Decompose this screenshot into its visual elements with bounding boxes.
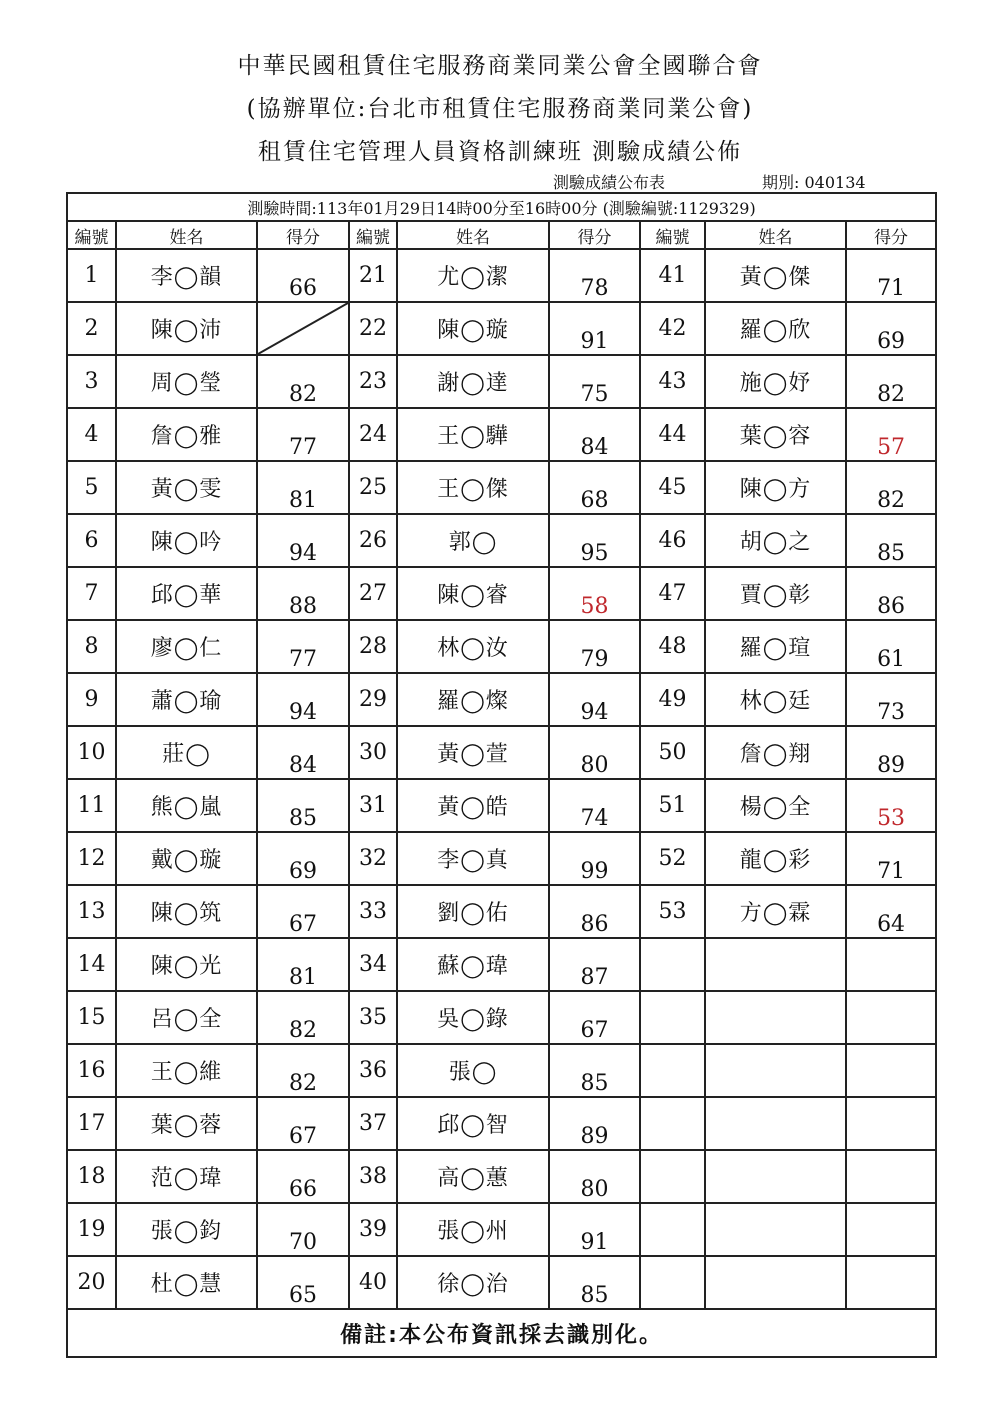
table-row <box>67 249 936 302</box>
record-score: 81 <box>257 461 349 514</box>
empty-cell <box>846 1150 936 1203</box>
table-row <box>67 1203 936 1256</box>
record-name: 張◯ <box>397 1044 549 1097</box>
record-name: 邱◯智 <box>397 1097 549 1150</box>
record-name: 呂◯全 <box>116 991 257 1044</box>
record-score: 77 <box>257 408 349 461</box>
record-number: 47 <box>640 567 705 620</box>
record-number: 6 <box>67 514 116 567</box>
record-number: 42 <box>640 302 705 355</box>
record-score: 91 <box>549 302 640 355</box>
empty-cell <box>640 1256 705 1309</box>
record-name: 謝◯達 <box>397 355 549 408</box>
record-number: 51 <box>640 779 705 832</box>
record-name: 邱◯華 <box>116 567 257 620</box>
record-score: 85 <box>549 1044 640 1097</box>
record-number: 14 <box>67 938 116 991</box>
record-number: 52 <box>640 832 705 885</box>
record-number: 19 <box>67 1203 116 1256</box>
record-score: 82 <box>846 461 936 514</box>
title-exam-results: 租賃住宅管理人員資格訓練班 測驗成績公佈 <box>257 139 743 165</box>
record-name: 陳◯睿 <box>397 567 549 620</box>
record-score: 82 <box>846 355 936 408</box>
record-number: 18 <box>67 1150 116 1203</box>
table-row <box>67 673 936 726</box>
record-number: 35 <box>349 991 397 1044</box>
record-name: 羅◯燦 <box>397 673 549 726</box>
record-name: 王◯傑 <box>397 461 549 514</box>
header-score: 得分 <box>257 221 349 249</box>
record-name: 蘇◯瑋 <box>397 938 549 991</box>
record-number: 48 <box>640 620 705 673</box>
slash-mark <box>258 303 348 354</box>
empty-cell <box>705 1256 846 1309</box>
record-score: 84 <box>549 408 640 461</box>
record-name: 方◯霖 <box>705 885 846 938</box>
record-score: 86 <box>549 885 640 938</box>
record-number: 32 <box>349 832 397 885</box>
record-name: 陳◯璇 <box>397 302 549 355</box>
record-number: 40 <box>349 1256 397 1309</box>
header-num: 編號 <box>349 221 397 249</box>
record-score: 78 <box>549 249 640 302</box>
record-number: 33 <box>349 885 397 938</box>
record-score: 74 <box>549 779 640 832</box>
record-name: 黃◯皓 <box>397 779 549 832</box>
title-co-organizer: (協辦單位:台北市租賃住宅服務商業同業公會) <box>246 96 754 122</box>
empty-cell <box>640 1044 705 1097</box>
record-number: 7 <box>67 567 116 620</box>
table-row <box>67 1256 936 1309</box>
empty-cell <box>846 1097 936 1150</box>
record-name: 葉◯容 <box>705 408 846 461</box>
record-score: 79 <box>549 620 640 673</box>
record-name: 龍◯彩 <box>705 832 846 885</box>
table-row <box>67 938 936 991</box>
table-row <box>67 461 936 514</box>
table-row <box>67 355 936 408</box>
record-number: 37 <box>349 1097 397 1150</box>
record-score: 87 <box>549 938 640 991</box>
record-score: 89 <box>549 1097 640 1150</box>
record-score: 71 <box>846 832 936 885</box>
record-name: 楊◯全 <box>705 779 846 832</box>
record-score: 70 <box>257 1203 349 1256</box>
record-score: 67 <box>257 885 349 938</box>
record-name: 林◯廷 <box>705 673 846 726</box>
record-score: 67 <box>549 991 640 1044</box>
empty-cell <box>705 1150 846 1203</box>
record-score: 91 <box>549 1203 640 1256</box>
record-name: 施◯妤 <box>705 355 846 408</box>
record-number: 16 <box>67 1044 116 1097</box>
record-number: 9 <box>67 673 116 726</box>
record-score: 86 <box>846 567 936 620</box>
record-score: 73 <box>846 673 936 726</box>
empty-cell <box>640 1150 705 1203</box>
record-number: 15 <box>67 991 116 1044</box>
record-score: 71 <box>846 249 936 302</box>
record-score: 94 <box>257 673 349 726</box>
header-score: 得分 <box>549 221 640 249</box>
record-score: 82 <box>257 355 349 408</box>
record-number: 45 <box>640 461 705 514</box>
table-row <box>67 620 936 673</box>
record-name: 陳◯筑 <box>116 885 257 938</box>
record-number: 2 <box>67 302 116 355</box>
record-score: 85 <box>846 514 936 567</box>
record-number: 53 <box>640 885 705 938</box>
record-name: 周◯瑩 <box>116 355 257 408</box>
record-number: 13 <box>67 885 116 938</box>
record-name: 廖◯仁 <box>116 620 257 673</box>
empty-cell <box>846 938 936 991</box>
record-score: 75 <box>549 355 640 408</box>
period-number: 期別: 040134 <box>762 173 866 192</box>
table-row <box>67 885 936 938</box>
empty-cell <box>705 1044 846 1097</box>
record-score: 68 <box>549 461 640 514</box>
record-name: 莊◯ <box>116 726 257 779</box>
title-association: 中華民國租賃住宅服務商業同業公會全國聯合會 <box>237 53 763 79</box>
header-name: 姓名 <box>116 221 257 249</box>
record-number: 49 <box>640 673 705 726</box>
table-row <box>67 779 936 832</box>
record-name: 徐◯治 <box>397 1256 549 1309</box>
empty-cell <box>640 991 705 1044</box>
record-number: 29 <box>349 673 397 726</box>
record-score: 61 <box>846 620 936 673</box>
header-name: 姓名 <box>705 221 846 249</box>
record-number: 39 <box>349 1203 397 1256</box>
record-score: 69 <box>846 302 936 355</box>
table-row <box>67 514 936 567</box>
record-name: 吳◯錄 <box>397 991 549 1044</box>
record-score: 66 <box>257 249 349 302</box>
record-score: 67 <box>257 1097 349 1150</box>
record-score: 66 <box>257 1150 349 1203</box>
table-row <box>67 302 936 355</box>
exam-time-info: 測驗時間:113年01月29日14時00分至16時00分 (測驗編號:1129329) <box>67 193 936 221</box>
table-row <box>67 726 936 779</box>
record-name: 黃◯雯 <box>116 461 257 514</box>
record-number: 25 <box>349 461 397 514</box>
record-name: 李◯韻 <box>116 249 257 302</box>
record-score: 53 <box>846 779 936 832</box>
empty-cell <box>640 938 705 991</box>
record-name: 張◯鈞 <box>116 1203 257 1256</box>
header-score: 得分 <box>846 221 936 249</box>
record-score: 69 <box>257 832 349 885</box>
empty-cell <box>640 1203 705 1256</box>
record-number: 28 <box>349 620 397 673</box>
absent-score-slash <box>257 302 349 355</box>
table-row <box>67 991 936 1044</box>
record-score: 80 <box>549 726 640 779</box>
record-name: 陳◯吟 <box>116 514 257 567</box>
record-name: 杜◯慧 <box>116 1256 257 1309</box>
empty-cell <box>705 1097 846 1150</box>
record-number: 24 <box>349 408 397 461</box>
record-number: 50 <box>640 726 705 779</box>
table-row <box>67 1150 936 1203</box>
record-number: 17 <box>67 1097 116 1150</box>
empty-cell <box>705 938 846 991</box>
empty-cell <box>640 1097 705 1150</box>
record-number: 44 <box>640 408 705 461</box>
record-number: 8 <box>67 620 116 673</box>
record-number: 21 <box>349 249 397 302</box>
record-score: 82 <box>257 1044 349 1097</box>
record-number: 41 <box>640 249 705 302</box>
record-number: 12 <box>67 832 116 885</box>
empty-cell <box>846 1203 936 1256</box>
record-name: 黃◯萱 <box>397 726 549 779</box>
record-number: 4 <box>67 408 116 461</box>
record-number: 23 <box>349 355 397 408</box>
record-score: 94 <box>257 514 349 567</box>
record-name: 王◯驊 <box>397 408 549 461</box>
record-score: 88 <box>257 567 349 620</box>
record-number: 11 <box>67 779 116 832</box>
record-name: 郭◯ <box>397 514 549 567</box>
record-score: 81 <box>257 938 349 991</box>
table-row <box>67 1044 936 1097</box>
record-score: 84 <box>257 726 349 779</box>
header-num: 編號 <box>640 221 705 249</box>
table-row <box>67 408 936 461</box>
record-score: 77 <box>257 620 349 673</box>
record-score: 95 <box>549 514 640 567</box>
record-number: 38 <box>349 1150 397 1203</box>
empty-cell <box>846 991 936 1044</box>
record-name: 陳◯沛 <box>116 302 257 355</box>
header-num: 編號 <box>67 221 116 249</box>
record-number: 22 <box>349 302 397 355</box>
record-score: 89 <box>846 726 936 779</box>
record-score: 58 <box>549 567 640 620</box>
record-number: 1 <box>67 249 116 302</box>
column-header-row <box>67 221 936 249</box>
record-score: 85 <box>549 1256 640 1309</box>
record-name: 熊◯嵐 <box>116 779 257 832</box>
record-number: 34 <box>349 938 397 991</box>
record-number: 46 <box>640 514 705 567</box>
footnote: 備註:本公布資訊採去識別化。 <box>67 1309 936 1357</box>
record-score: 64 <box>846 885 936 938</box>
record-number: 26 <box>349 514 397 567</box>
record-score: 57 <box>846 408 936 461</box>
record-name: 葉◯蓉 <box>116 1097 257 1150</box>
header-name: 姓名 <box>397 221 549 249</box>
record-name: 蕭◯瑜 <box>116 673 257 726</box>
record-name: 范◯瑋 <box>116 1150 257 1203</box>
record-score: 65 <box>257 1256 349 1309</box>
results-table <box>66 192 937 1358</box>
record-number: 5 <box>67 461 116 514</box>
record-number: 31 <box>349 779 397 832</box>
record-name: 羅◯欣 <box>705 302 846 355</box>
record-name: 陳◯光 <box>116 938 257 991</box>
record-number: 36 <box>349 1044 397 1097</box>
record-number: 20 <box>67 1256 116 1309</box>
record-name: 詹◯翔 <box>705 726 846 779</box>
record-score: 99 <box>549 832 640 885</box>
record-name: 陳◯方 <box>705 461 846 514</box>
record-name: 詹◯雅 <box>116 408 257 461</box>
table-row <box>67 567 936 620</box>
record-score: 94 <box>549 673 640 726</box>
table-row <box>67 832 936 885</box>
record-name: 羅◯瑄 <box>705 620 846 673</box>
record-name: 尤◯潔 <box>397 249 549 302</box>
empty-cell <box>846 1044 936 1097</box>
record-name: 黃◯傑 <box>705 249 846 302</box>
empty-cell <box>705 991 846 1044</box>
record-score: 80 <box>549 1150 640 1203</box>
record-number: 43 <box>640 355 705 408</box>
empty-cell <box>846 1256 936 1309</box>
record-name: 王◯維 <box>116 1044 257 1097</box>
record-number: 27 <box>349 567 397 620</box>
table-row <box>67 1097 936 1150</box>
record-name: 李◯真 <box>397 832 549 885</box>
record-score: 85 <box>257 779 349 832</box>
record-name: 張◯州 <box>397 1203 549 1256</box>
record-number: 10 <box>67 726 116 779</box>
record-name: 林◯汝 <box>397 620 549 673</box>
record-number: 30 <box>349 726 397 779</box>
record-score: 82 <box>257 991 349 1044</box>
record-name: 高◯蕙 <box>397 1150 549 1203</box>
record-name: 胡◯之 <box>705 514 846 567</box>
record-name: 劉◯佑 <box>397 885 549 938</box>
empty-cell <box>705 1203 846 1256</box>
record-name: 戴◯璇 <box>116 832 257 885</box>
record-name: 賈◯彰 <box>705 567 846 620</box>
results-table-label: 測驗成績公布表 <box>553 173 666 192</box>
record-number: 3 <box>67 355 116 408</box>
